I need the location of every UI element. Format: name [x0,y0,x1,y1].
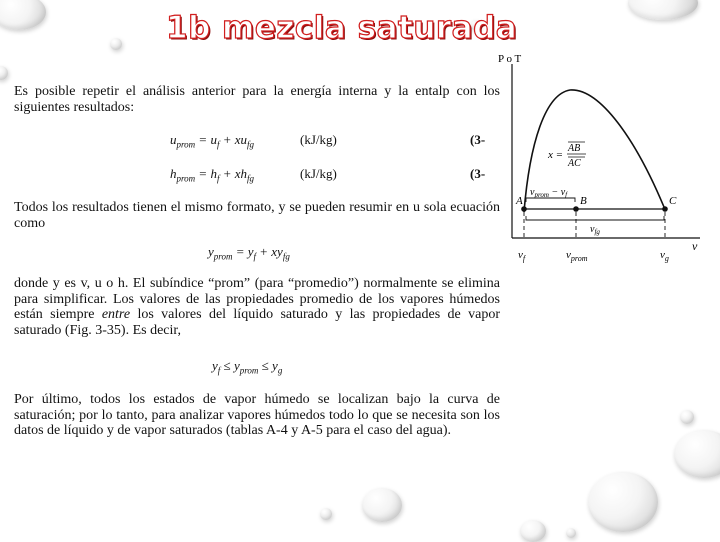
droplet-decoration [680,410,694,424]
equation-h-prom: $h_{prom} = h_f + xh_{fg}$ [170,166,255,184]
droplet-decoration [520,520,546,542]
point-c-label: C [669,195,677,207]
equation-u-unit: (kJ/kg) [300,132,337,147]
textbook-excerpt [14,84,500,464]
droplet-decoration [0,0,46,30]
saturation-dome-diagram [486,50,720,270]
tick-vg: $v_g$ [660,249,669,263]
point-a-label: A [516,195,523,207]
equation-y-prom: $y_{prom} = y_f + xy_{fg}$ [208,244,290,262]
paragraph-definition: donde y es v, u o h. El subíndice “prom” (para “promedio”) normalmente se elimina para simplificar. Los valores de las propiedades promedio de los vapores húmedos están siempre entre los valores del líquido saturado y las propiedades de vapor saturado (Fig. 3-35). Es decir, [14,276,500,338]
tick-vf: $v_f$ [518,249,526,263]
bracket-vfg [526,216,664,220]
equation-u-prom: $u_{prom} = u_f + xu_{fg}$ [170,132,255,150]
quality-numerator: AB [568,143,581,154]
bracket-vprom-vf-label: $v_{prom} - v_f$ [530,187,568,199]
bracket-vfg-label: $v_{fg}$ [590,224,600,236]
paragraph-general: Todos los resultados tienen el mismo formato, y se pueden resumir en u sola ecuación como [14,200,500,231]
point-c-marker [662,206,668,212]
equation-h-number: (3- [470,166,486,181]
droplet-decoration [362,488,402,522]
droplet-decoration [320,508,332,520]
droplet-decoration [588,472,658,532]
droplet-decoration [566,528,576,538]
tick-vprom: $v_{prom}$ [566,249,588,263]
equation-u-number: (3- [470,132,486,147]
point-a-marker [521,206,527,212]
droplet-decoration [110,38,122,50]
y-axis-label: P o T [498,53,522,65]
point-b-label: B [580,195,587,207]
quality-denominator: AC [568,158,581,169]
equation-inequality: $y_f \le y_{prom} \le y_g$ [212,358,283,376]
quality-label: x = [548,149,564,161]
paragraph-intro: Es posible repetir el análisis anterior para la energía interna y la entalp con los siguientes resultados: [14,84,500,115]
point-b-marker [573,206,579,212]
x-axis-label: v [692,239,698,253]
droplet-decoration [0,66,8,80]
droplet-decoration [674,430,720,478]
droplet-decoration [628,0,698,20]
equation-h-unit: (kJ/kg) [300,166,337,181]
slide-title: 1b mezcla saturada [166,10,518,46]
bracket-vprom-vf [526,198,575,202]
paragraph-conclusion: Por último, todos los estados de vapor húmedo se localizan bajo la curva de saturación; por lo tanto, para analizar vapores húmedos todo lo que se necesita son los datos de líquido y de vapor saturados (tablas A-4 y A-5 para el caso del agua). [14,392,500,438]
